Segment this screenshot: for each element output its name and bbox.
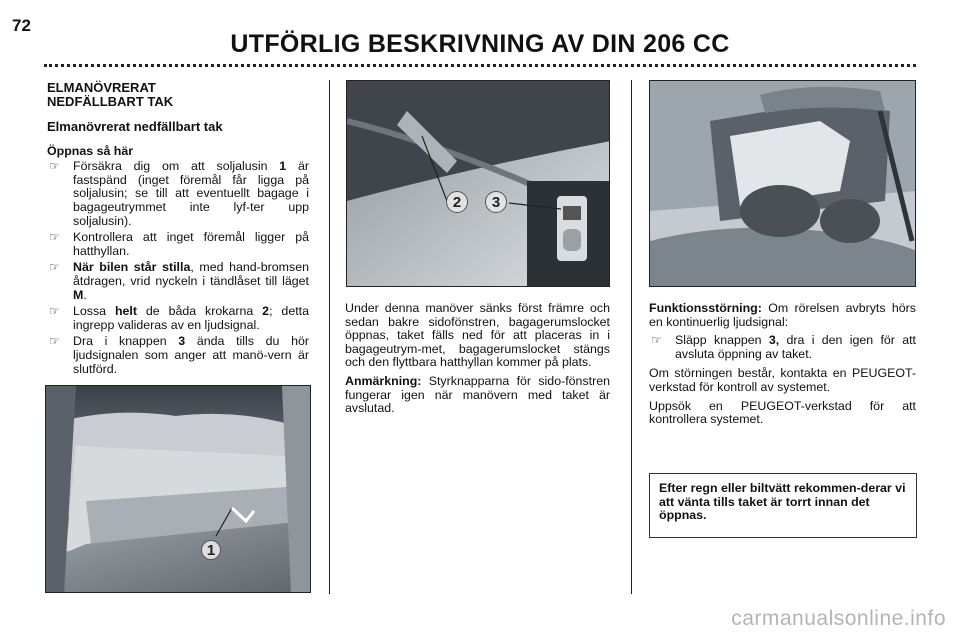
photo-label-2: 2 — [446, 191, 468, 213]
pointing-hand-icon: ☞ — [49, 230, 60, 245]
list-item: ☞ Försäkra dig om att soljalusin 1 är fastspänd (inget föremål får ligga på soljalusin; se till att eventuellt bagage i bagageutrymmet inte lyf-ter upp soljalusin). — [49, 159, 309, 228]
column-divider-right — [631, 80, 632, 594]
photo-label-1: 1 — [201, 540, 221, 560]
section-heading-line2: NEDFÄLLBART TAK — [47, 93, 174, 109]
instruction-list — [47, 160, 309, 376]
car-roof-photo — [649, 80, 916, 287]
pointing-hand-icon: ☞ — [49, 334, 60, 349]
section-heading-line1: ELMANÖVRERAT — [47, 80, 156, 95]
pointing-hand-icon: ☞ — [49, 260, 60, 275]
rain-warning-box: Efter regn eller biltvätt rekommen-derar vi att vänta tills taket är torrt innan det öppnas. — [649, 473, 917, 538]
list-item: ☞ Lossa helt de båda krokarna 2; detta ingrepp valideras av en ljudsignal. — [49, 304, 309, 332]
left-column — [47, 81, 309, 379]
pointing-hand-icon: ☞ — [49, 159, 60, 174]
title-divider — [44, 64, 916, 67]
remark-paragraph: Anmärkning: Styrknapparna för sido-fönstren fungerar igen när manövern med taket är avslutad. — [345, 373, 610, 416]
fault-instruction-list — [649, 334, 916, 361]
photo-label-3: 3 — [485, 191, 507, 213]
contact-workshop-paragraph: Om störningen består, kontakta en PEUGEOT-verkstad för kontroll av systemet. — [649, 366, 916, 394]
fault-paragraph: Funktionsstörning: Om rörelsen avbryts hörs en kontinuerlig ljudsignal: — [649, 301, 916, 329]
right-column — [649, 302, 916, 432]
trunk-illustration — [46, 386, 311, 593]
list-item: ☞ Släpp knappen 3, dra i den igen för att avsluta öppning av taket. — [651, 333, 916, 361]
subsection-heading: Elmanövrerat nedfällbart tak — [47, 119, 223, 134]
step-heading: Öppnas så här — [47, 143, 134, 158]
middle-column — [345, 302, 610, 421]
pointing-hand-icon: ☞ — [49, 304, 60, 319]
list-item: ☞ När bilen står stilla, med hand-bromsen åtdragen, vrid nyckeln i tändlåset till läget M. — [49, 260, 309, 302]
list-item: ☞ Dra i knappen 3 ända tills du hör ljudsignalen som anger att manö-vern är slutförd. — [49, 334, 309, 376]
page-number: 72 — [12, 16, 31, 35]
watermark: carmanualsonline.info — [731, 607, 946, 630]
column-divider-left — [329, 80, 330, 594]
visit-workshop-paragraph: Uppsök en PEUGEOT-verkstad för att kontrollera systemet. — [649, 398, 916, 427]
trunk-photo — [45, 385, 311, 593]
pointing-hand-icon: ☞ — [651, 333, 662, 348]
car-roof-illustration — [650, 81, 916, 287]
page-title: UTFÖRLIG BESKRIVNING AV DIN 206 CC — [230, 30, 730, 58]
maneuver-description: Under denna manöver sänks först främre och sedan bakre sidofönstren, bagagerumslocket öppnas, taket fälls ned för att placeras in i bagageutrym-met, bagagerumslocket stängs och den flyttbara hatthyllan kommer på plats. — [345, 301, 610, 370]
roof-controls-illustration — [347, 81, 610, 287]
roof-controls-photo — [346, 80, 610, 287]
list-item: ☞ Kontrollera att inget föremål ligger på hatthyllan. — [49, 230, 309, 258]
